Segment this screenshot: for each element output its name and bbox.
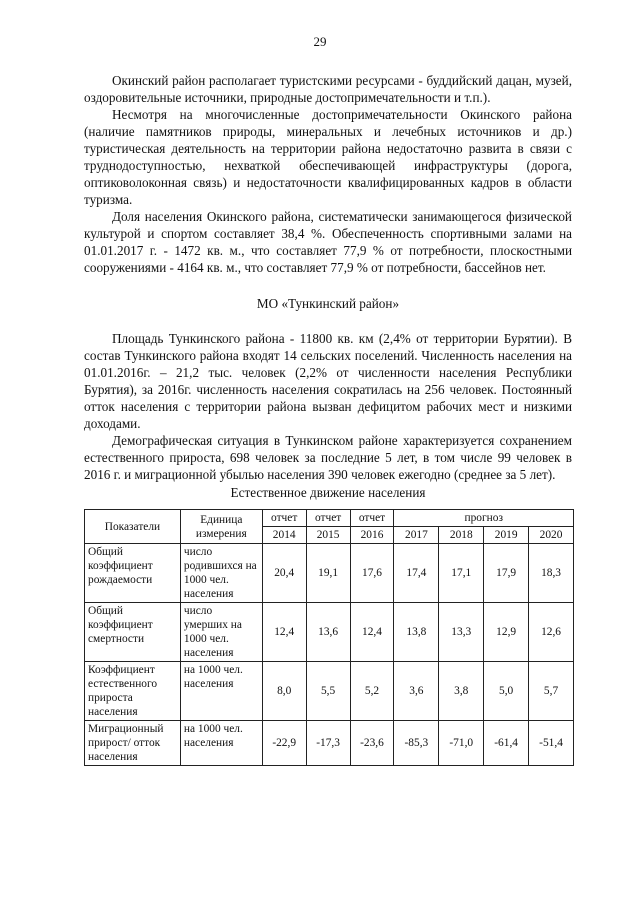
row-indicator: Коэффициент естественного прироста населения [85, 662, 181, 721]
row-indicator: Миграционный прирост/ отток населения [85, 721, 181, 766]
row-unit: число родившихся на 1000 чел. населения [180, 544, 262, 603]
row-value: 12,6 [529, 603, 574, 662]
row-value: 12,9 [484, 603, 529, 662]
paragraph: Окинский район располагает туристскими ресурсами - буддийский дацан, музей, оздоровительные источники, природные достопримечательности и т.п.). [84, 73, 572, 105]
row-unit: на 1000 чел. населения [180, 662, 262, 721]
row-value: 17,1 [439, 544, 484, 603]
row-value: -71,0 [439, 721, 484, 766]
row-value: -23,6 [350, 721, 394, 766]
header-report: отчет [306, 510, 350, 527]
row-value: 5,7 [529, 662, 574, 721]
row-value: -17,3 [306, 721, 350, 766]
paragraph: Доля населения Окинского района, систематически занимающегося физической культурой и спортом составляет 38,4 %. Обеспеченность спортивными залами на 01.01.2017 г. - 1472 кв. м., что составляет 77,9 % от потребности, плоскостными сооружениями - 4164 кв. м., что составляет 77,9 % от потребности, бассейнов нет. [84, 209, 572, 275]
tunkinsky-paragraphs [84, 330, 572, 483]
header-year: 2015 [306, 527, 350, 544]
row-value: 20,4 [262, 544, 306, 603]
row-value: 17,9 [484, 544, 529, 603]
header-year: 2016 [350, 527, 394, 544]
row-unit: на 1000 чел. населения [180, 721, 262, 766]
section-title: МО «Тункинский район» [256, 296, 400, 311]
row-value: -51,4 [529, 721, 574, 766]
row-unit: число умерших на 1000 чел. населения [180, 603, 262, 662]
row-value: 5,5 [306, 662, 350, 721]
header-year: 2020 [529, 527, 574, 544]
header-report: отчет [262, 510, 306, 527]
paragraph: Демографическая ситуация в Тункинском районе характеризуется сохранением естественного прироста, 698 человек за последние 5 лет, в том числе 99 человек в 2016 г. и миграционной убылью населения 390 человек ежегодно (среднее за 5 лет). [84, 433, 572, 482]
row-value: 5,0 [484, 662, 529, 721]
row-indicator: Общий коэффициент смертности [85, 603, 181, 662]
row-value: 8,0 [262, 662, 306, 721]
row-value: 17,6 [350, 544, 394, 603]
okinsky-paragraphs [84, 72, 572, 276]
row-value: 13,6 [306, 603, 350, 662]
header-year: 2018 [439, 527, 484, 544]
row-value: 5,2 [350, 662, 394, 721]
row-value: 12,4 [262, 603, 306, 662]
population-table [84, 509, 574, 766]
paragraph: Несмотря на многочисленные достопримечательности Окинского района (наличие памятников природы, минеральных и лечебных источников и др.) туристическая деятельность на территории района недостаточно развита в связи с труднодоступностью, нехваткой обеспечивающей инфраструктуры (дорога, оптиковолоконная связь) и недостаточности квалифицированных кадров в области туризма. [84, 107, 572, 207]
header-unit: Единица измерения [180, 510, 262, 544]
row-value: 12,4 [350, 603, 394, 662]
row-value: -85,3 [394, 721, 439, 766]
table-row [85, 721, 574, 766]
row-indicator: Общий коэффициент рождаемости [85, 544, 181, 603]
header-year: 2014 [262, 527, 306, 544]
header-year: 2017 [394, 527, 439, 544]
header-report: отчет [350, 510, 394, 527]
header-forecast: прогноз [394, 510, 574, 527]
table-caption: Естественное движение населения [230, 485, 426, 500]
paragraph: Площадь Тункинского района - 11800 кв. км (2,4% от территории Бурятии). В состав Тункинского района входят 14 сельских поселений. Численность населения на 01.01.2016г. – 21,2 тыс. человек (2,2% от численности населения Республики Бурятия), за 2016г. численность населения сократилась на 256 человек. Постоянный отток населения с территории района вызван дефицитом рабочих мест и низкими доходами. [84, 331, 572, 431]
header-indicator: Показатели [85, 510, 181, 544]
row-value: -22,9 [262, 721, 306, 766]
table-row [85, 603, 574, 662]
row-value: 18,3 [529, 544, 574, 603]
table-row [85, 544, 574, 603]
row-value: -61,4 [484, 721, 529, 766]
page-number: 29 [313, 34, 327, 49]
table-header-row [85, 510, 574, 527]
row-value: 13,3 [439, 603, 484, 662]
table-row [85, 662, 574, 721]
row-value: 3,8 [439, 662, 484, 721]
row-value: 17,4 [394, 544, 439, 603]
row-value: 19,1 [306, 544, 350, 603]
row-value: 13,8 [394, 603, 439, 662]
header-year: 2019 [484, 527, 529, 544]
row-value: 3,6 [394, 662, 439, 721]
